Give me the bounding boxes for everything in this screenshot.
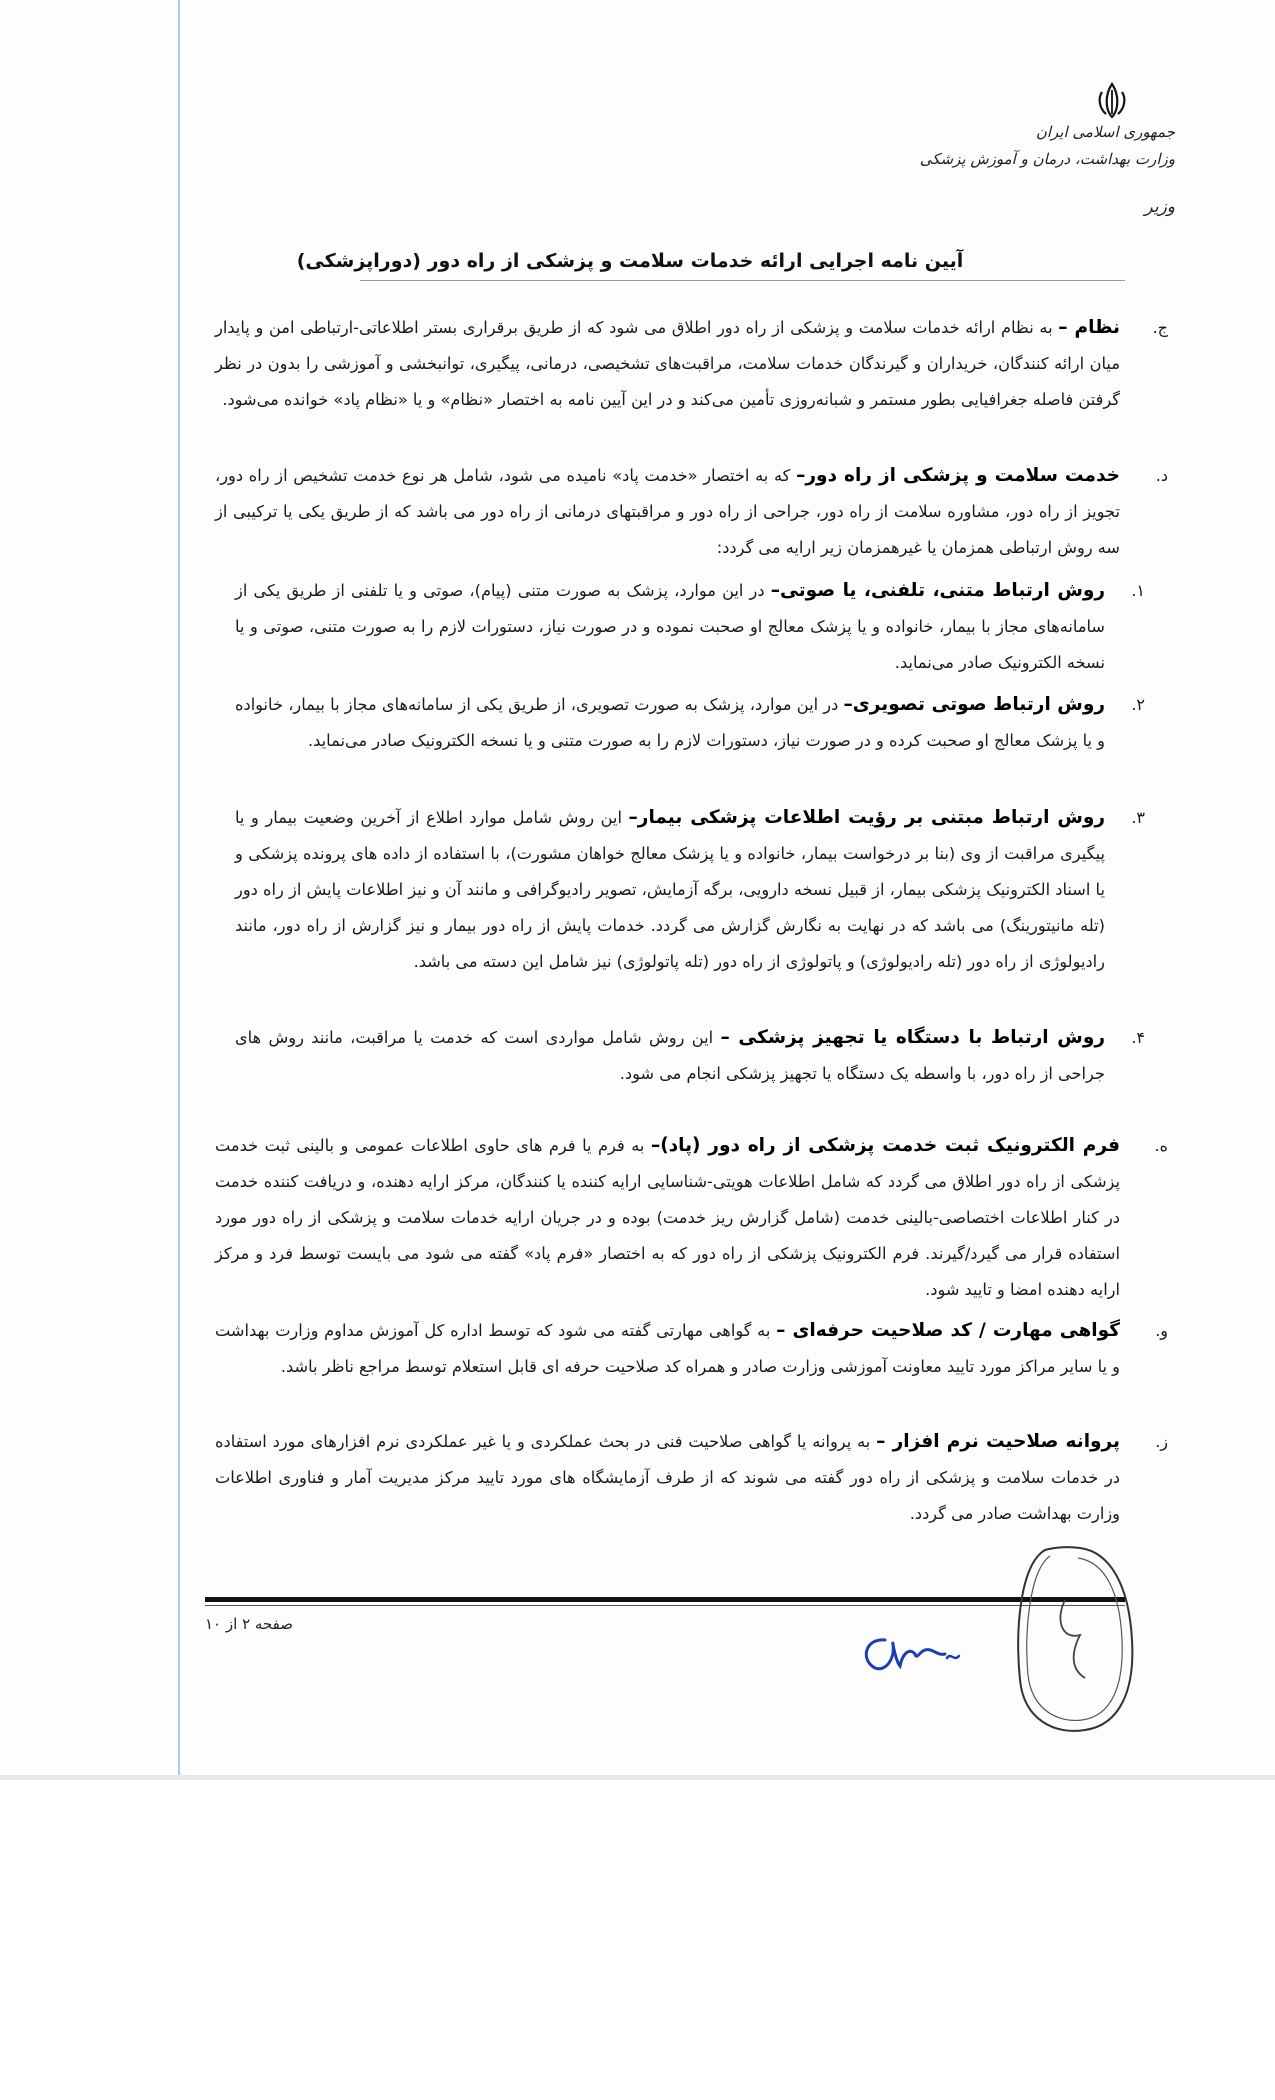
method-text: این روش شامل مواردی است که خدمت یا مراقبت، مانند روش های جراحی از راه دور، با واسطه یک دستگاه یا تجهیز پزشکی انجام می شود. xyxy=(235,1028,1105,1083)
section-text: به پروانه یا گواهی صلاحیت فنی در بحث عملکردی و یا غیر عملکردی نرم افزارهای مورد استفاده در خدمات سلامت و پزشکی از راه دور گفته می شوند که از طرف آزمایشگاه های مورد تایید مرکز مدیریت آمار و فناوری اطلاعات وزارت بهداشت صادر می گردد. xyxy=(215,1432,1120,1523)
footer-rule-thick xyxy=(205,1597,1125,1602)
section-heading: پروانه صلاحیت نرم افزار – xyxy=(876,1431,1120,1452)
method-heading: روش ارتباط مبتنی بر رؤیت اطلاعات پزشکی بیمار– xyxy=(628,807,1105,828)
method-heading: روش ارتباط صوتی تصویری– xyxy=(843,694,1105,715)
section-text: به نظام ارائه خدمات سلامت و پزشکی از راه دور اطلاق می شود که از طریق برقراری بستر اطلاعاتی-ارتباطی امن و پایدار میان ارائه کنندگان، خریداران و گیرندگان خدمات سلامت، مراقبت‌های تشخیصی، درمانی، پیگیری، توانبخشی و آموزشی را بدون در نظر گرفتن فاصله جغرافیایی بطور مستمر و شبانه‌روزی تأمین می‌کند و در این آیین نامه به اختصار «نظام» و یا «نظام پاد» خوانده می‌شود. xyxy=(215,318,1120,409)
section-vav xyxy=(215,1313,1168,1385)
method-text: این روش شامل موارد اطلاع از آخرین وضعیت بیمار و یا پیگیری مراقبت از وی (بنا بر درخواست بیمار، خانواده و یا پزشک معالج خواهان مشورت)، با استفاده از داده های پرونده پزشکی و یا اسناد الکترونیک پزشکی بیمار، از قبیل نسخه دارویی، برگه آزمایش، تصویر رادیوگرافی و مانند آن و نیز اطلاعات پایش از راه دور (تله مانیتورینگ) می باشد که در نهایت به نگارش گزارش می گردد. خدمات پایش از راه دور بیمار و نیز گزارش از راه دور، مانند رادیولوژی از راه دور (تله رادیولوژی) و پاتولوژی از راه دور (تله پاتولوژی) نیز شامل این دسته می باشد. xyxy=(235,808,1105,971)
section-marker: ز. xyxy=(1155,1432,1168,1451)
method-heading: روش ارتباط با دستگاه یا تجهیز پزشکی – xyxy=(720,1027,1105,1048)
section-ze xyxy=(215,1424,1168,1532)
section-marker: د. xyxy=(1155,466,1168,485)
country-name: جمهوری اسلامی ایران xyxy=(1035,123,1175,141)
minister-label: وزیر xyxy=(1144,197,1175,217)
method-1 xyxy=(235,573,1145,681)
page-number: صفحه ۲ از ۱۰ xyxy=(205,1615,293,1633)
ministry-header xyxy=(919,75,1175,225)
signature xyxy=(855,1630,965,1680)
section-marker: و. xyxy=(1155,1321,1168,1340)
method-2 xyxy=(235,687,1145,759)
method-number: ۳. xyxy=(1131,808,1145,827)
section-marker: ه. xyxy=(1154,1136,1168,1155)
method-number: ۲. xyxy=(1131,695,1145,714)
section-heading: نظام – xyxy=(1058,317,1120,338)
section-text: به گواهی مهارتی گفته می شود که توسط اداره کل آموزش مداوم وزارت بهداشت و یا سایر مراکز مورد تایید معاونت آموزشی وزارت صادر و همراه کد صلاحیت حرفه ای قابل استعلام توسط مراجع ناظر باشد. xyxy=(215,1321,1120,1376)
footer-rule-thin xyxy=(205,1605,1125,1606)
document-title: آیین نامه اجرایی ارائه خدمات سلامت و پزشکی از راه دور (دوراپزشکی) xyxy=(296,250,964,272)
title-divider xyxy=(360,280,1125,281)
method-text: در این موارد، پزشک به صورت متنی (پیام)، صوتی و یا تلفنی از طریق یکی از سامانه‌های مجاز با بیمار، خانواده و یا پزشک معالج او صحبت نموده و در صورت نیاز، دستورات لازم را به صورت متنی، صوتی و یا نسخه الکترونیک صادر می‌نماید. xyxy=(235,581,1105,672)
section-heading: گواهی مهارت / کد صلاحیت حرفه‌ای – xyxy=(776,1320,1120,1341)
ministry-name: وزارت بهداشت، درمان و آموزش پزشکی xyxy=(919,150,1175,168)
method-3 xyxy=(235,800,1145,980)
stamp xyxy=(1010,1540,1140,1740)
section-heading: خدمت سلامت و پزشکی از راه دور– xyxy=(796,465,1120,486)
section-text: به فرم یا فرم های حاوی اطلاعات عمومی و بالینی ثبت خدمت پزشکی از راه دور اطلاق می گردد که شامل اطلاعات هویتی-شناسایی ارایه کننده یا کنندگان، مرکز ارایه دهنده، و دریافت کننده خدمت در کنار اطلاعات اختصاصی-بالینی خدمت (شامل گزارش ریز خدمت) بوده و در جریان ارایه خدمات سلامت و پزشکی از راه دور مورد استفاده قرار می گیرد/گیرند. فرم الکترونیک پزشکی از راه دور که به اختصار «فرم پاد» گفته می شود می بایست توسط فرد و مرکز ارایه دهنده امضا و تایید شود. xyxy=(215,1136,1120,1299)
section-he xyxy=(215,1128,1168,1308)
method-heading: روش ارتباط متنی، تلفنی، یا صوتی– xyxy=(770,580,1105,601)
method-text: در این موارد، پزشک به صورت تصویری، از طریق یکی از سامانه‌های مجاز با بیمار، خانواده و یا پزشک معالج او صحبت کرده و در صورت نیاز، دستورات لازم را به صورت متنی و یا نسخه الکترونیک صادر می‌نماید. xyxy=(235,695,1105,750)
iran-emblem-icon xyxy=(1094,80,1130,120)
section-marker: ج. xyxy=(1152,318,1168,337)
method-number: ۴. xyxy=(1131,1028,1145,1047)
method-number: ۱. xyxy=(1131,581,1145,600)
section-dal xyxy=(215,458,1168,566)
page-edge xyxy=(0,1775,1275,1780)
section-jim xyxy=(215,310,1168,418)
section-heading: فرم الکترونیک ثبت خدمت پزشکی از راه دور (پاد)– xyxy=(650,1135,1120,1156)
section-text: که به اختصار «خدمت پاد» نامیده می شود، شامل هر نوع خدمت تشخیص از راه دور، تجویز از راه دور، مشاوره سلامت از راه دور، جراحی از راه دور و مراقبتهای درمانی از راه دور می باشد که از طریق یکی یا ترکیبی از سه روش ارتباطی همزمان یا غیرهمزمان زیر ارایه می گردد: xyxy=(215,466,1120,557)
method-4 xyxy=(235,1020,1145,1092)
